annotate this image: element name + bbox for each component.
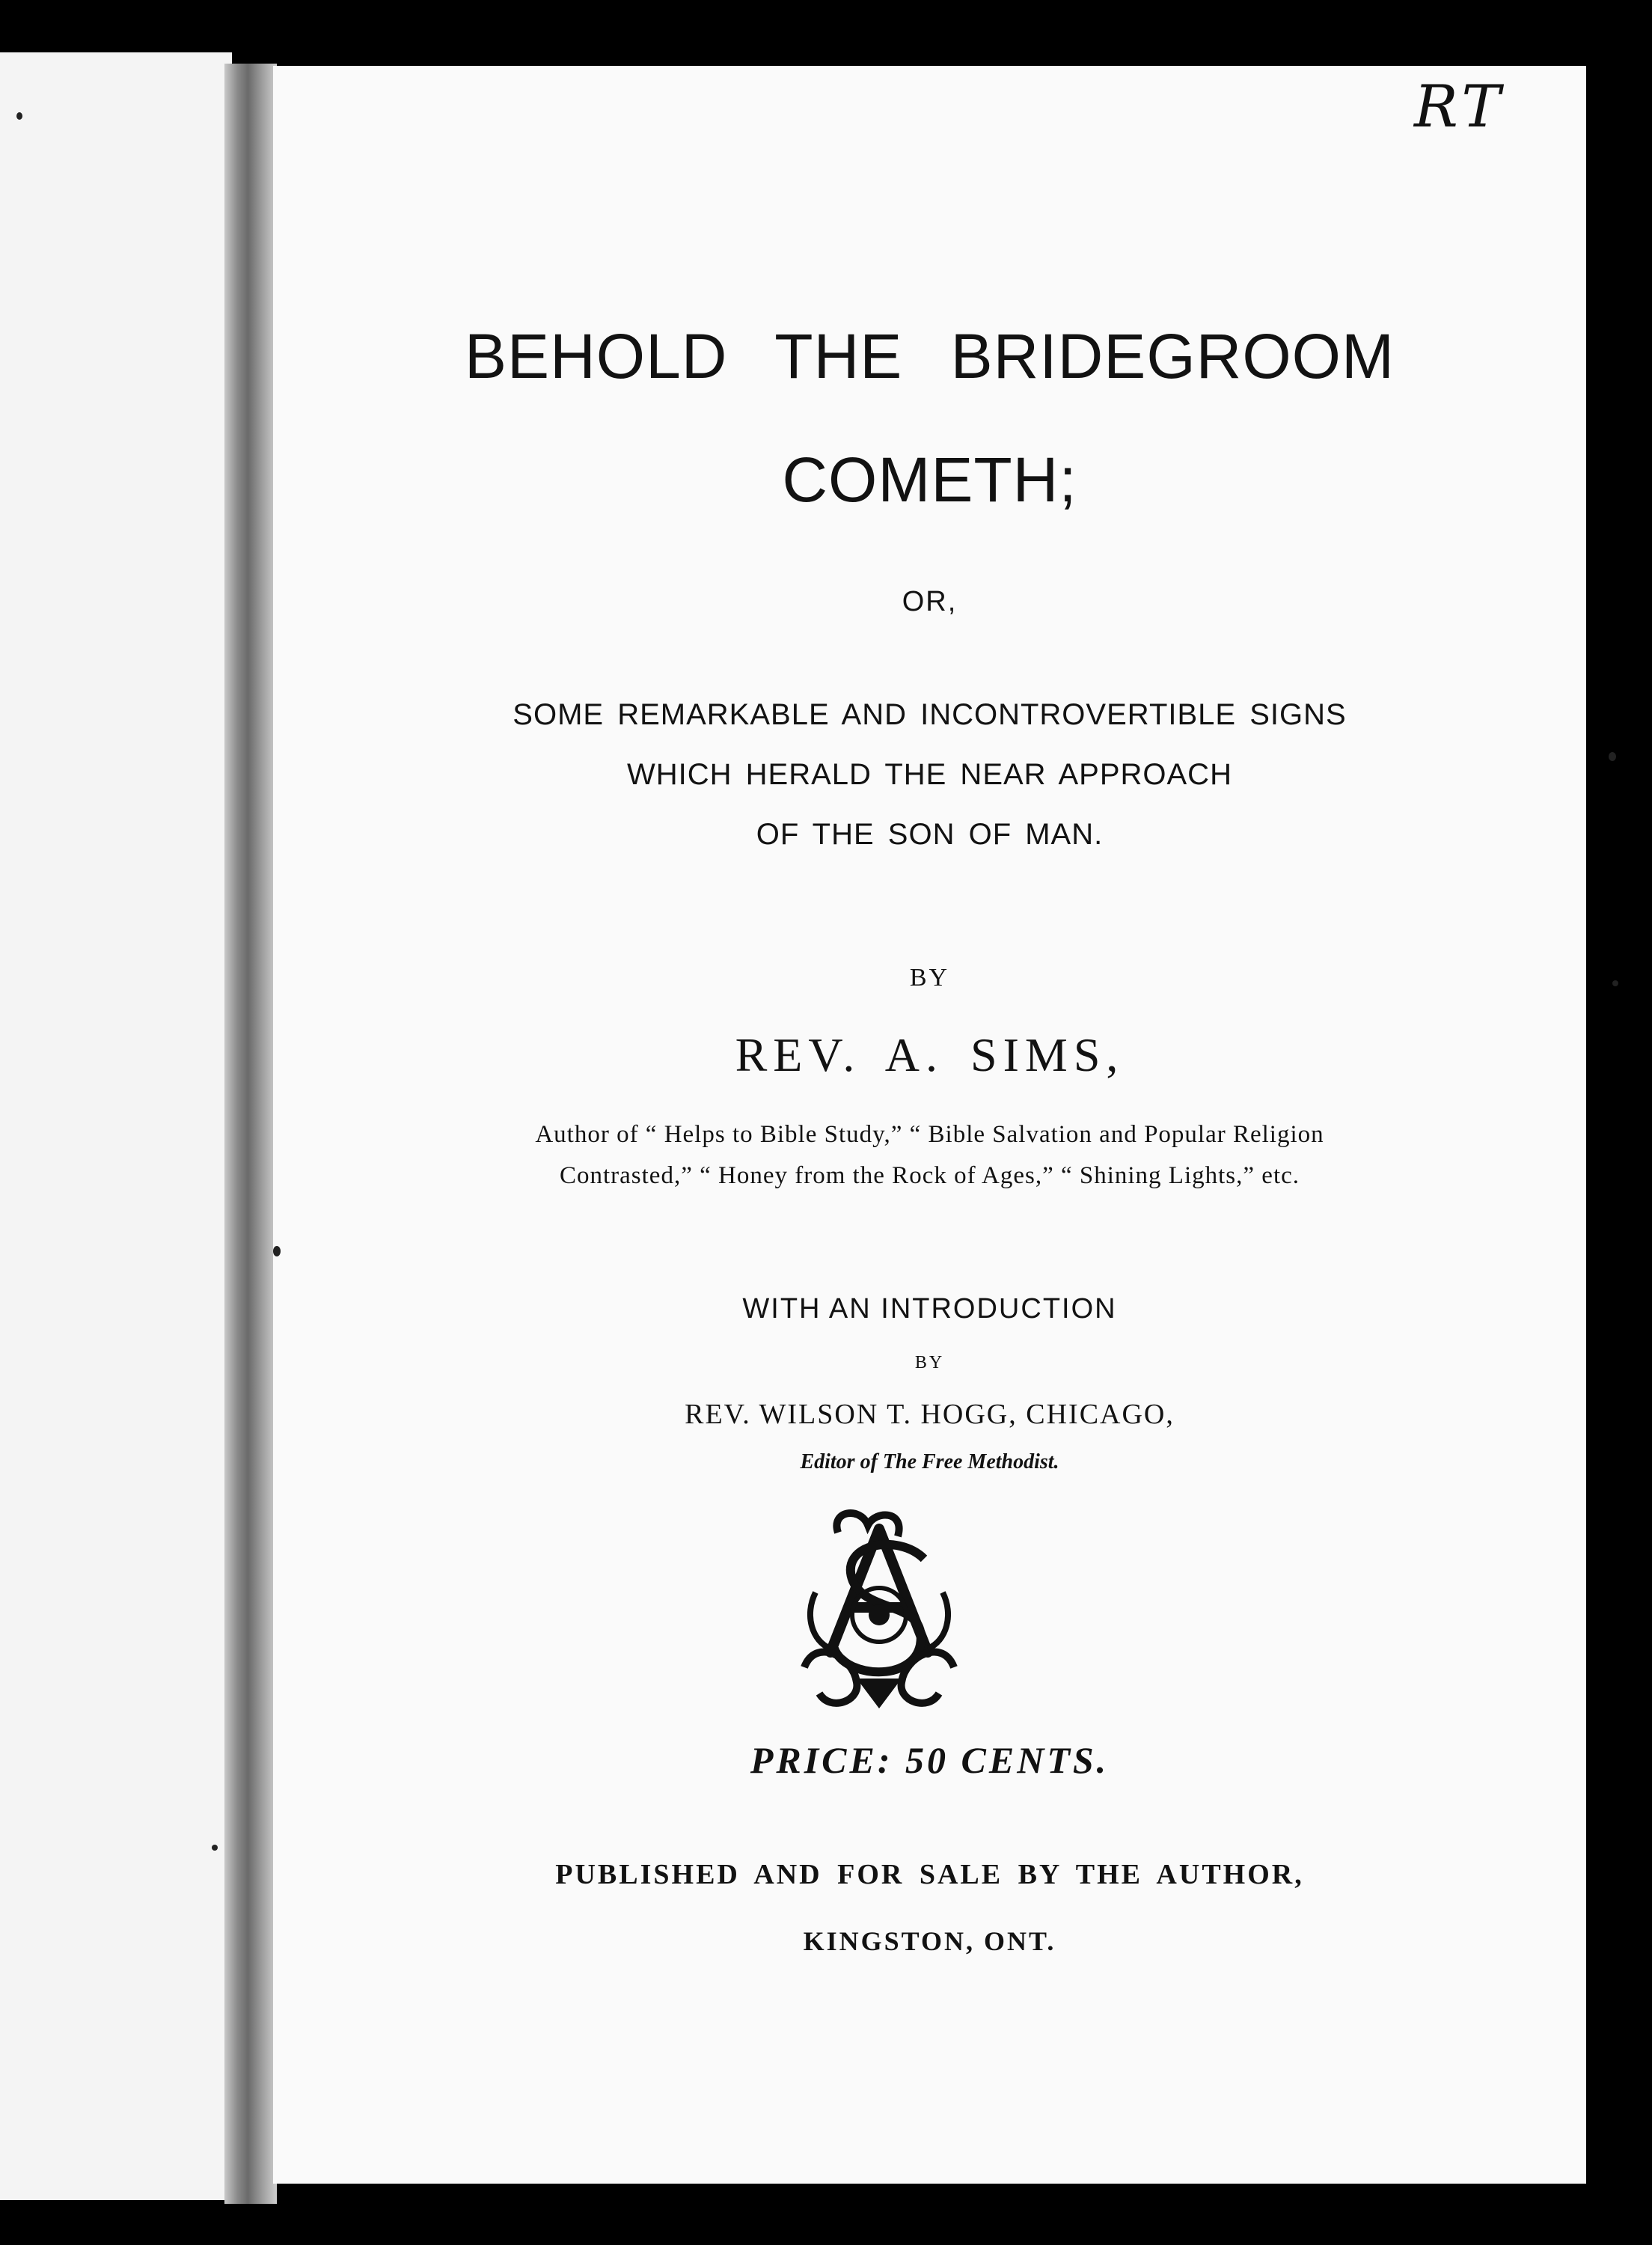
byline-label: BY [909,964,950,992]
scan-speck [16,112,22,120]
book-spine-shadow [224,64,277,2204]
introduction-heading: WITH AN INTRODUCTION [742,1293,1117,1325]
left-page-edge [0,52,232,2200]
publication-place: KINGSTON, ONT. [803,1926,1056,1956]
as-monogram-emblem [786,1503,973,1720]
title-line-2: COMETH; [782,445,1077,515]
subtitle-line-1: SOME REMARKABLE AND INCONTROVERTIBLE SIGNS [513,698,1347,731]
introducer-role: Editor of The Free Methodist. [800,1450,1059,1473]
author-works-line-2: Contrasted,” “ Honey from the Rock of Ages,” “ Shining Lights,” etc. [559,1162,1300,1189]
introducer-name: REV. WILSON T. HOGG, CHICAGO, [685,1399,1175,1430]
title-page [273,66,1586,2184]
subtitle-line-2: WHICH HERALD THE NEAR APPROACH [627,758,1232,791]
publisher-line: PUBLISHED AND FOR SALE BY THE AUTHOR, [555,1859,1304,1890]
author-works-line-1: Author of “ Helps to Bible Study,” “ Bible Salvation and Popular Religion [535,1121,1324,1148]
scan-speck [1612,980,1618,986]
scan-speck [1609,752,1616,761]
conjunction: OR, [902,586,958,617]
introduction-by-label: BY [914,1353,945,1372]
subtitle-line-3: OF THE SON OF MAN. [756,818,1104,851]
scan-speck [212,1845,218,1851]
price: PRICE: 50 CENTS. [750,1739,1110,1781]
author-name: REV. A. SIMS, [735,1028,1125,1081]
handwritten-annotation: RT [1414,73,1505,141]
scan-speck [273,1246,281,1256]
title-line-1: BEHOLD THE BRIDEGROOM [465,321,1395,391]
